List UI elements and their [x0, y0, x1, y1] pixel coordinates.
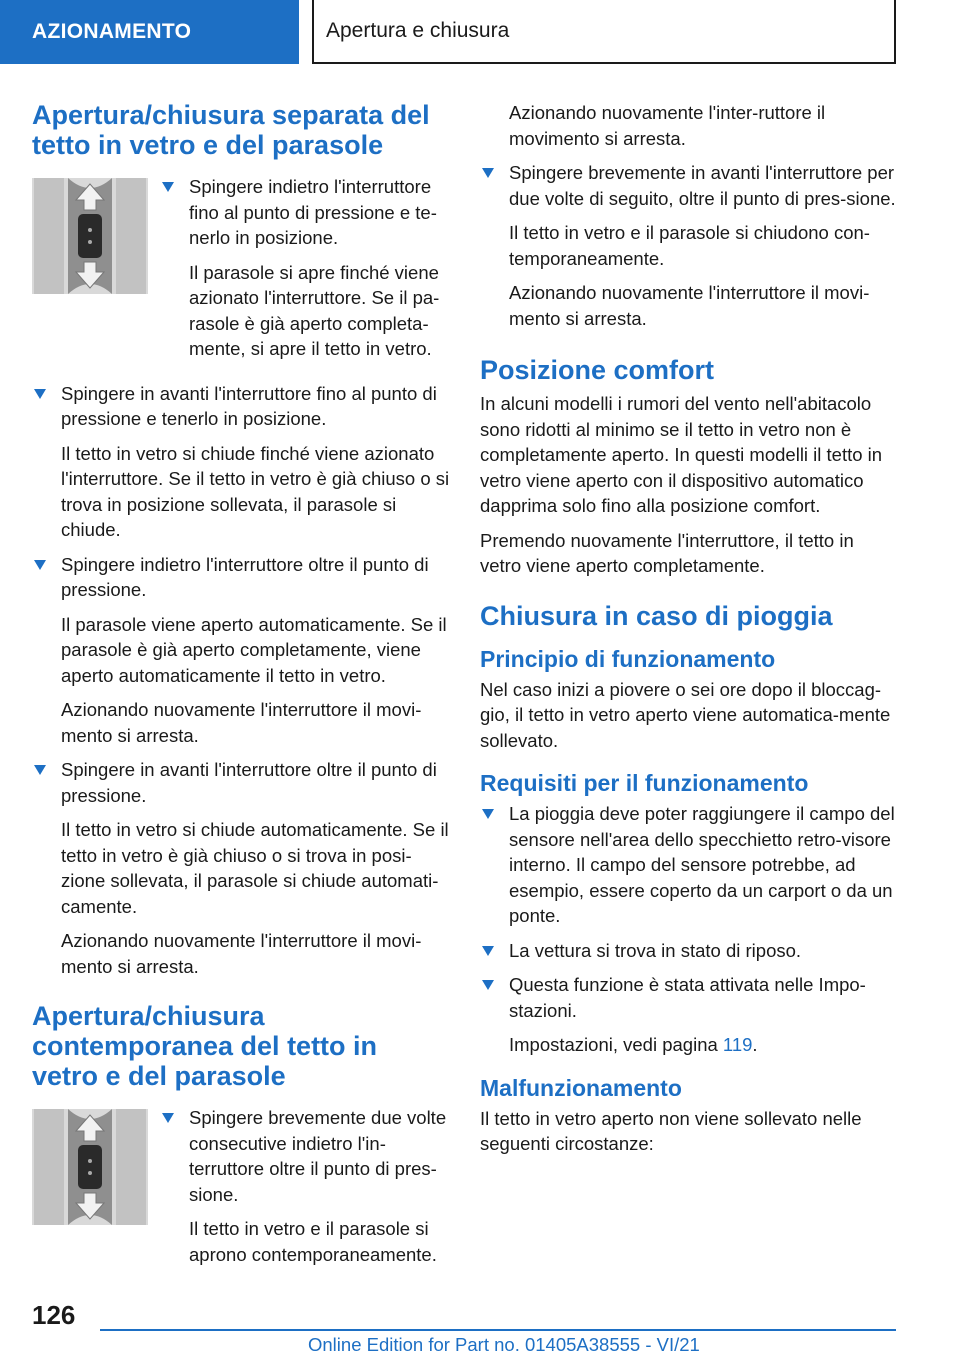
instruction-item: Spingere brevemente due volte consecutive indietro l'in-terruttore oltre il punto di pres-sione.: [160, 1105, 450, 1207]
edition-note: Online Edition for Part no. 01405A38555 - VI/21: [308, 1334, 700, 1355]
instruction-item: Spingere in avanti l'interruttore fino al punto di pressione e tenerlo in posizione.: [32, 381, 450, 432]
reference-text: Impostazioni, vedi pagina: [509, 1034, 723, 1055]
instruction-item: Spingere indietro l'interruttore oltre il punto di pressione.: [32, 552, 450, 603]
paragraph: In alcuni modelli i rumori del vento nell'abitacolo sono ridotti al minimo se il tetto in vetro non è completamente aperto. In questi modelli il tetto in vetro viene aperto con il dispositivo automatico dapprima solo fino alla posizione comfort.: [480, 393, 883, 516]
heading-simultaneous: Apertura/chiusura contemporanea del tetto in vetro e del parasole: [32, 1001, 378, 1091]
instruction-detail: Il tetto in vetro e il parasole si chiudono con-temporaneamente.: [509, 222, 870, 269]
requirement-item: La pioggia deve poter raggiungere il campo del sensore nell'area dello specchietto retro-visore interno. Il campo del sensore potrebbe, ad esempio, essere coperto da un carport o da un ponte.: [480, 801, 898, 929]
subheading-requirements: Requisiti per il funzionamento: [480, 770, 809, 796]
section-tab: AZIONAMENTO: [0, 0, 299, 64]
paragraph: Nel caso inizi a piovere o sei ore dopo il bloccag-gio, il tetto in vetro aperto viene automatica-mente sollevato.: [480, 678, 891, 751]
heading-rain: Chiusura in caso di pioggia: [480, 600, 833, 631]
requirement-item: Questa funzione è stata attivata nelle Impo-stazioni.: [480, 972, 898, 1023]
instruction-detail: Il parasole si apre finché viene azionato l'interruttore. Se il pa-rasole è già aperto completa-mente, si apre il tetto in vetro.: [189, 261, 440, 359]
paragraph: Premendo nuovamente l'interruttore, il tetto in vetro viene aperto completamente.: [480, 529, 854, 576]
instruction-detail: Il parasole viene aperto automaticamente. Se il parasole è già aperto completamente, viene aperto automaticamente il tetto in vetro.: [61, 613, 447, 686]
requirement-item: La vettura si trova in stato di riposo.: [480, 938, 898, 964]
page-link[interactable]: 119: [722, 1034, 753, 1055]
paragraph: Il tetto in vetro aperto non viene sollevato nelle seguenti circostanze:: [480, 1107, 862, 1154]
left-column: [32, 100, 450, 1286]
instruction-item: Spingere indietro l'interruttore fino al punto di pressione e te-nerlo in posizione.: [160, 174, 450, 251]
instruction-detail: Il tetto in vetro si chiude finché viene azionato l'interruttore. Se il tetto in vetro è già chiuso o si trova in posizione sollevata, il parasole si chiude.: [61, 442, 450, 540]
switch-figure-row: [32, 174, 450, 371]
roof-switch-image: [32, 178, 148, 294]
roof-switch-image: [32, 1109, 148, 1225]
right-column: [480, 100, 898, 1166]
reference-end: .: [752, 1034, 758, 1055]
instruction-detail: Il tetto in vetro e il parasole si aprono contemporaneamente.: [189, 1218, 437, 1265]
instruction-detail: Azionando nuovamente l'inter-ruttore il movimento si arresta.: [509, 102, 826, 149]
page-number: 126: [32, 1300, 76, 1330]
subheading-malfunction: Malfunzionamento: [480, 1074, 682, 1101]
instruction-detail: Il tetto in vetro si chiude automaticamente. Se il tetto in vetro è già chiuso o si trova in posi-zione sollevata, il parasole si chiude automati-camente.: [61, 819, 449, 917]
instruction-item: Spingere in avanti l'interruttore oltre il punto di pressione.: [32, 757, 450, 808]
chapter-title: Apertura e chiusura: [312, 0, 896, 64]
instruction-detail: Azionando nuovamente l'interruttore il movi-mento si arresta.: [61, 930, 422, 977]
heading-separate: Apertura/chiusura separata del tetto in vetro e del parasole: [32, 100, 430, 160]
subheading-principle: Principio di funzionamento: [480, 645, 776, 672]
heading-comfort: Posizione comfort: [480, 355, 715, 385]
switch-figure-row: [32, 1105, 450, 1276]
page-reference: [480, 1032, 898, 1058]
instruction-detail: Azionando nuovamente l'interruttore il movi-mento si arresta.: [61, 699, 422, 746]
instruction-detail: Azionando nuovamente l'interruttore il movi-mento si arresta.: [509, 282, 870, 329]
instruction-item: Spingere brevemente in avanti l'interruttore per due volte di seguito, oltre il punto di pres-sione.: [480, 160, 898, 211]
footer-divider: [100, 1329, 896, 1331]
